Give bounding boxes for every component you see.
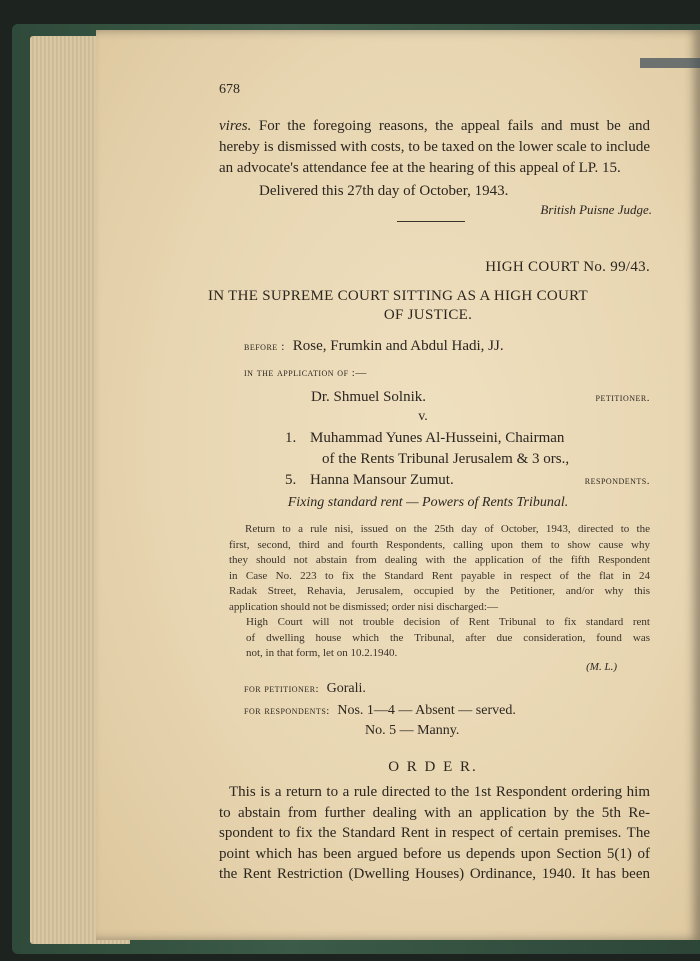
- order-line: to abstain from further dealing with an application by the 5th Re-: [219, 804, 650, 821]
- respondents-counsel-label: for respondents:: [244, 705, 330, 717]
- respondents-counsel: [244, 703, 516, 719]
- summary-block: [229, 522, 650, 615]
- section-divider: [397, 221, 465, 222]
- book-page: [96, 30, 700, 940]
- respondent-1-line-2: of the Rents Tribunal Jerusalem & 3 ors.,: [322, 451, 570, 467]
- respondent-5-name: Hanna Mansour Zumut.: [310, 472, 454, 488]
- summary-line: Radak Street, Rehavia, Jerusalem, occupied by the Petitioner, and/or why this: [229, 585, 650, 597]
- order-text: [219, 782, 650, 885]
- application-label: in the application of :—: [244, 367, 367, 379]
- summary-line: first, second, third and fourth Respondents, calling upon them to show cause why: [229, 538, 650, 551]
- page-number: 678: [219, 82, 240, 97]
- initials: (M. L.): [586, 661, 617, 673]
- intro-italic-word: vires.: [219, 118, 252, 134]
- petitioner-counsel-label: for petitioner:: [244, 683, 320, 695]
- intro-line-2: hereby is dismissed with costs, to be taxed on the lower scale to include: [219, 139, 650, 155]
- respondent-1-line-1: Muhammad Yunes Al-Husseini, Chairman: [310, 430, 565, 446]
- bookmark-strip: [640, 58, 700, 68]
- court-line-2: OF JUSTICE.: [383, 307, 473, 323]
- summary-line: in Case No. 223 to fix the Standard Rent payable in respect of the flat in 24: [229, 569, 650, 582]
- petitioner-counsel-name: Gorali.: [326, 681, 366, 696]
- respondents-counsel-line-2: No. 5 — Manny.: [365, 723, 460, 738]
- petitioner-role: petitioner.: [595, 392, 650, 404]
- before-label: before :: [244, 339, 286, 353]
- respondents-counsel-line-1: Nos. 1—4 — Absent — served.: [337, 703, 516, 718]
- order-line: This is a return to a rule directed to the 1st Respondent ordering him: [229, 784, 650, 800]
- court-line-1: IN THE SUPREME COURT SITTING AS A HIGH COURT: [207, 288, 589, 304]
- respondent-5-number: 5.: [285, 472, 297, 488]
- petitioner-name: Dr. Shmuel Solnik.: [311, 389, 427, 405]
- order-line: point which has been argued before us depends upon Section 5(1) of: [219, 845, 650, 862]
- headnote: Fixing standard rent — Powers of Rents Tribunal.: [287, 495, 569, 510]
- held-line: High Court will not trouble decision of Rent Tribunal to fix standard rent: [246, 616, 650, 628]
- intro-line-3: an advocate's attendance fee at the hearing of this appeal of LP. 15.: [219, 160, 621, 176]
- intro-line-1: [219, 116, 650, 137]
- versus: v.: [418, 409, 428, 424]
- order-line: spondent to fix the Standard Rent in respect of certain premises. The: [219, 825, 650, 841]
- petitioner-counsel: [244, 681, 366, 697]
- intro-line-1-text: For the foregoing reasons, the appeal fails and must be and: [258, 118, 650, 134]
- respondent-1-number: 1.: [285, 430, 297, 446]
- before-line: [244, 338, 504, 355]
- order-heading: O R D E R.: [388, 759, 478, 775]
- held-line: of dwelling house which the Tribunal, after due consideration, found was: [246, 631, 650, 644]
- summary-line: application should not be dismissed; order nisi discharged:—: [229, 600, 498, 613]
- summary-line: Return to a rule nisi, issued on the 25th day of October, 1943, directed to the: [245, 523, 650, 535]
- order-line: the Rent Restriction (Dwelling Houses) Ordinance, 1940. It has been: [219, 866, 650, 882]
- delivered-line: Delivered this 27th day of October, 1943.: [259, 183, 509, 199]
- held-block: [246, 615, 650, 662]
- respondents-role: respondents.: [584, 475, 650, 487]
- case-number: HIGH COURT No. 99/43.: [485, 259, 650, 275]
- summary-line: they should not abstain from dealing with the application of the fifth Respondent: [229, 554, 650, 566]
- judge-signature: British Puisne Judge.: [540, 202, 652, 217]
- judges: Rose, Frumkin and Abdul Hadi, JJ.: [292, 338, 504, 354]
- held-line: not, in that form, let on 10.2.1940.: [246, 647, 398, 659]
